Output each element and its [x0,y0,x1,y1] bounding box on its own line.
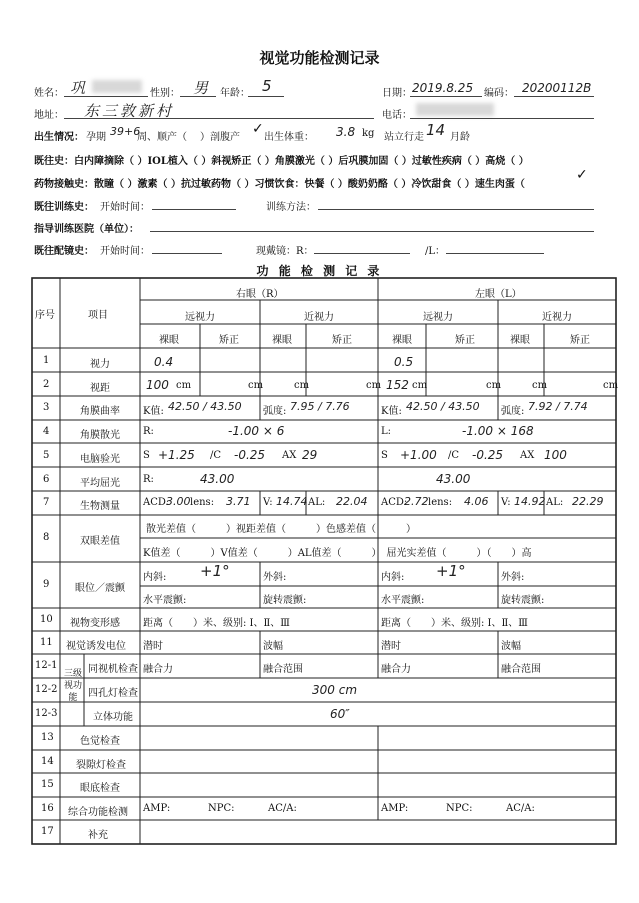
birth-weeks: 39+6 [110,125,141,138]
amp-label-l: AMP: [381,803,409,814]
r-far-header: 远视力 [185,312,215,323]
three-level-label: 三级视功能 [63,669,82,703]
row-no: 13 [41,732,54,743]
r-near-header: 近视力 [304,312,334,323]
address-value: 东三敦新村 [84,102,175,120]
fusion-right: 融合力 [143,664,173,675]
row-no: 12-3 [35,708,58,719]
age-value: 5 [262,77,272,95]
code-value: 20200112B [522,81,592,95]
eso-label-l: 内斜: [381,572,405,583]
ast-l-label: L: [381,426,392,437]
row-item: 平均屈光 [80,478,120,489]
gender-value: 男 [193,79,209,97]
al-right: 22.04 [336,495,368,508]
latency-right: 潜时 [143,641,163,652]
acd-left: 2.72 [404,495,429,508]
col-item-header: 项目 [88,310,108,321]
hnys-label-l: 水平震颤: [381,595,425,606]
row-item: 生物测量 [80,501,120,512]
s-label-l: S [381,450,388,461]
c-label-l: /C [448,450,460,461]
dist-left: 152 [386,378,409,392]
row-item: 立体功能 [93,712,133,723]
amplitude-right: 波幅 [263,641,283,652]
row-no: 6 [43,474,50,485]
glasses-start: 开始时间： [100,246,150,257]
drugs-line: 药物接触史：散瞳（ ）激素（ ）抗过敏药物（ ）习惯饮食：快餐（ ）酸奶奶酪（ ）冷饮甜食（ ）速生肉蛋（ [34,179,525,190]
row-no: 10 [40,614,53,625]
distort-right: 距离（ ）米、级别: Ⅰ、Ⅱ、Ⅲ [143,618,290,629]
acd-label-r: ACD: [143,497,170,508]
row-no: 12-1 [35,660,58,671]
row-item: 视觉诱发电位 [66,641,126,652]
cm-unit: cm [412,380,428,391]
row-no: 7 [43,497,50,508]
birth-csection: ）剖腹产 [200,132,240,143]
c-left: -0.25 [472,448,504,462]
row-no: 3 [43,402,50,413]
cm-unit: cm [366,380,382,391]
row-item: 裂隙灯检查 [76,760,126,771]
cm-unit: cm [294,380,310,391]
s-label-r: S [143,450,150,461]
lens-left: 4.06 [464,495,489,508]
row-no: 9 [43,579,50,590]
r-far-corrected: 矫正 [219,335,239,346]
v-left: 14.92 [514,495,546,508]
birth-pregnancy: 孕期 [86,132,106,143]
k-left: 42.50 / 43.50 [406,400,480,413]
birth-walk-months: 14 [426,121,446,139]
exo-label-r: 外斜: [263,572,287,583]
cm-unit: cm [532,380,548,391]
va-left-naked: 0.5 [394,355,414,369]
glasses-current: 现戴镜：R： [256,246,314,257]
fusion-range-right: 融合范围 [263,664,303,675]
cm-unit: cm [486,380,502,391]
cm-unit: cm [603,380,619,391]
training-label: 既往训练史： [34,202,94,213]
row-item: 眼位／震颤 [75,583,125,594]
s-left: +1.00 [400,448,437,462]
al-label-r: AL: [308,497,326,508]
amplitude-left: 波幅 [501,641,521,652]
c-label-r: /C [210,450,222,461]
aca-label-r: AC/A: [268,803,297,814]
name-label: 姓名： [34,88,64,99]
al-label-l: AL: [546,497,564,508]
date-label: 日期： [382,88,412,99]
lens-label-r: lens: [190,497,215,508]
l-far-header: 远视力 [423,312,453,323]
ast-r-label: R: [143,426,154,437]
phone-label: 电话： [382,110,412,121]
va-right-naked: 0.4 [154,355,174,369]
avg-left: 43.00 [436,472,471,486]
birth-weight-label: 出生体重： [264,132,314,143]
drugs-check-icon: ✓ [576,167,588,183]
name-value: 巩 [70,79,86,97]
rnys-label-l: 旋转震颤: [501,595,545,606]
row-no: 5 [43,450,50,461]
row-item: 同视机检查 [88,664,138,675]
address-label: 地址： [34,110,64,121]
lens-label-l: lens: [428,497,453,508]
birth-weight-unit: kg [362,128,375,139]
l-near-naked: 裸眼 [510,335,530,346]
ast-right: -1.00 × 6 [228,424,285,438]
l-far-naked: 裸眼 [392,335,412,346]
ax-label-r: AX [282,450,297,461]
row-item: 双眼差值 [80,536,120,547]
left-eye-header: 左眼（L） [475,289,522,300]
code-label: 编码： [484,88,514,99]
row-item: 色觉检查 [80,736,120,747]
arc-left: 7.92 / 7.74 [528,400,588,413]
col-no-header: 序号 [35,310,55,321]
page-title: 视觉功能检测记录 [259,49,380,67]
ast-left: -1.00 × 168 [462,424,534,438]
birth-label: 出生情况： [34,132,84,143]
exo-label-l: 外斜: [501,572,525,583]
worth-result: 300 cm [312,683,358,697]
row-item: 电脑验光 [80,454,120,465]
r-far-naked: 裸眼 [159,335,179,346]
eso-left: +1° [436,562,466,580]
aca-label-l: AC/A: [506,803,535,814]
acd-right: 3.00 [166,495,191,508]
table-title: 功 能 检 测 记 录 [256,264,383,278]
hospital-label: 指导训练医院（单位）： [34,224,139,235]
l-near-header: 近视力 [542,312,572,323]
dist-right: 100 [146,378,169,392]
acd-label-l: ACD: [381,497,408,508]
training-start: 开始时间： [100,202,150,213]
avg-right: 43.00 [200,472,235,486]
distort-left: 距离（ ）米、级别: Ⅰ、Ⅱ、Ⅲ [381,618,528,629]
v-right: 14.74 [276,495,308,508]
avg-label: R: [143,474,154,485]
lens-right: 3.71 [226,495,251,508]
row-no: 17 [41,826,54,837]
birth-weight: 3.8 [336,125,356,139]
csection-check-icon: ✓ [252,121,264,137]
npc-label-l: NPC: [446,803,473,814]
arc-label-l: 弧度: [501,406,525,417]
arc-label-r: 弧度: [263,406,287,417]
stereo-result: 60″ [330,707,350,721]
ax-left: 100 [544,448,567,462]
s-right: +1.25 [158,448,195,462]
gender-label: 性别： [150,88,180,99]
glasses-label: 既往配镜史： [34,246,94,257]
row-no: 4 [43,426,50,437]
cm-unit: cm [248,380,264,391]
fusion-range-left: 融合范围 [501,664,541,675]
age-label: 年龄： [220,88,250,99]
al-left: 22.29 [572,495,604,508]
date-value: 2019.8.25 [412,81,474,95]
rnys-label-r: 旋转震颤: [263,595,307,606]
r-near-corrected: 矫正 [332,335,352,346]
row-no: 2 [43,379,50,390]
row-no: 1 [43,355,50,366]
npc-label-r: NPC: [208,803,235,814]
ax-label-l: AX [520,450,535,461]
ax-right: 29 [302,448,318,462]
hnys-label-r: 水平震颤: [143,595,187,606]
diff-line-1: 散光差值（ ）视距差值（ ）色感差值（ ） [146,524,416,535]
eso-label-r: 内斜: [143,572,167,583]
birth-weeks-unit: 周、顺产（ [137,132,187,143]
row-no: 11 [40,637,53,648]
birth-month-unit: 月龄 [450,132,470,143]
row-item: 综合功能检测 [68,807,128,818]
row-item: 视物变形感 [70,618,120,629]
k-label-l: K值: [381,406,402,417]
row-no: 12-2 [35,684,58,695]
eso-right: +1° [200,562,230,580]
diff-line-2: K值差（ ）V值差（ ）AL值差（ ） 屈光实差值（ ）（ ）高 [143,548,532,559]
arc-right: 7.95 / 7.76 [290,400,350,413]
row-no: 14 [41,756,54,767]
row-no: 8 [43,532,50,543]
fusion-left: 融合力 [381,664,411,675]
row-item: 视距 [90,383,110,394]
l-near-corrected: 矫正 [570,335,590,346]
latency-left: 潜时 [381,641,401,652]
row-item: 角膜散光 [80,430,120,441]
k-label-r: K值: [143,406,164,417]
history-line: 既往史：白内障摘除（ ）IOL植入（ ）斜视矫正（ ）角膜激光（ ）后巩膜加固（ ）过敏性疾病（ ）高烧（ ） [34,156,529,167]
right-eye-header: 右眼（R） [236,289,284,300]
row-item: 角膜曲率 [80,406,120,417]
glasses-left: /L： [425,246,446,257]
row-item: 四孔灯检查 [88,688,138,699]
l-far-corrected: 矫正 [455,335,475,346]
amp-label-r: AMP: [143,803,171,814]
row-no: 16 [41,803,54,814]
k-right: 42.50 / 43.50 [168,400,242,413]
v-label-r: V: [263,497,273,508]
row-no: 15 [41,779,54,790]
row-item: 眼底检查 [80,783,120,794]
cm-unit: cm [176,380,192,391]
c-right: -0.25 [234,448,266,462]
birth-walk-label: 站立行走 [384,132,424,143]
training-method: 训练方法： [266,202,316,213]
row-item: 视力 [90,359,110,370]
r-near-naked: 裸眼 [272,335,292,346]
v-label-l: V: [501,497,511,508]
row-item: 补充 [88,830,108,841]
